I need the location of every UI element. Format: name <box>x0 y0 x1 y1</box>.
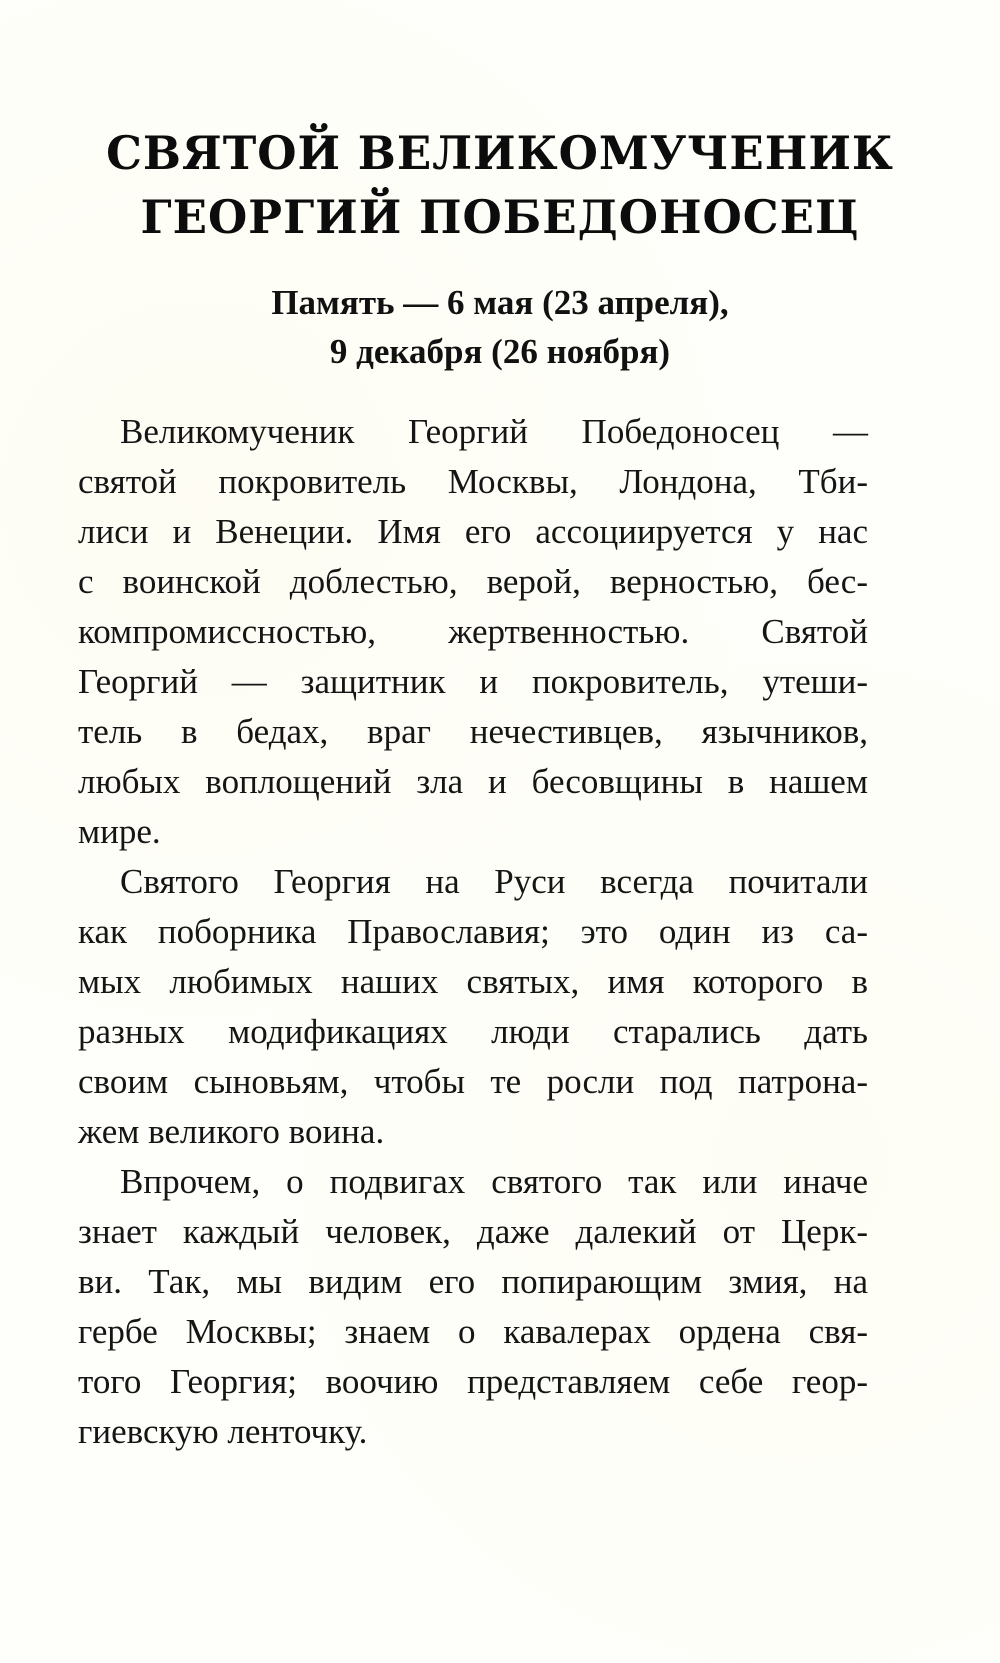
text-line: любых воплощений зла и бесовщины в нашем <box>78 762 868 801</box>
title-line-1: СВЯТОЙ ВЕЛИКОМУЧЕНИК <box>106 125 894 180</box>
text-line: мире. <box>78 812 161 851</box>
text-line: как поборника Православия; это один из са- <box>78 912 868 951</box>
memory-line-1: Память — 6 мая (23 апреля), <box>271 283 729 322</box>
text-line: того Георгия; воочию представляем себе геор- <box>78 1362 868 1401</box>
memory-dates <box>0 278 1000 376</box>
text-line: ви. Так, мы видим его попирающим змия, на <box>78 1262 868 1301</box>
text-line: гиевскую ленточку. <box>78 1412 368 1451</box>
text-line: разных модификациях люди старались дать <box>78 1012 868 1051</box>
paragraph-1 <box>78 407 868 857</box>
text-line: Впрочем, о подвигах святого так или иначе <box>120 1162 868 1201</box>
text-line: знает каждый человек, даже далекий от Церк- <box>78 1212 868 1251</box>
text-line: Святого Георгия на Руси всегда почитали <box>120 862 868 901</box>
text-line: святой покровитель Москвы, Лондона, Тби- <box>78 462 868 501</box>
paragraph-3 <box>78 1157 868 1457</box>
text-line: лиси и Венеции. Имя его ассоциируется у нас <box>78 512 868 551</box>
text-line: гербе Москвы; знаем о кавалерах ордена свя- <box>78 1312 868 1351</box>
paragraph-2 <box>78 857 868 1157</box>
memory-line-2: 9 декабря (26 ноября) <box>329 332 671 371</box>
text-line: тель в бедах, враг нечестивцев, язычников, <box>78 712 868 751</box>
text-line: мых любимых наших святых, имя которого в <box>78 962 868 1001</box>
text-line: с воинской доблестью, верой, верностью, бес- <box>78 562 868 601</box>
text-line: Великомученик Георгий Победоносец — <box>120 412 868 451</box>
body-text <box>78 407 868 1457</box>
text-line: своим сыновьям, чтобы те росли под патрона- <box>78 1062 868 1101</box>
text-line: жем великого воина. <box>78 1112 385 1151</box>
text-line: компромиссностью, жертвенностью. Святой <box>78 612 868 651</box>
title-line-2: ГЕОРГИЙ ПОБЕДОНОСЕЦ <box>140 189 860 244</box>
text-line: Георгий — защитник и покровитель, утеши- <box>78 662 868 701</box>
page-title <box>10 121 990 249</box>
